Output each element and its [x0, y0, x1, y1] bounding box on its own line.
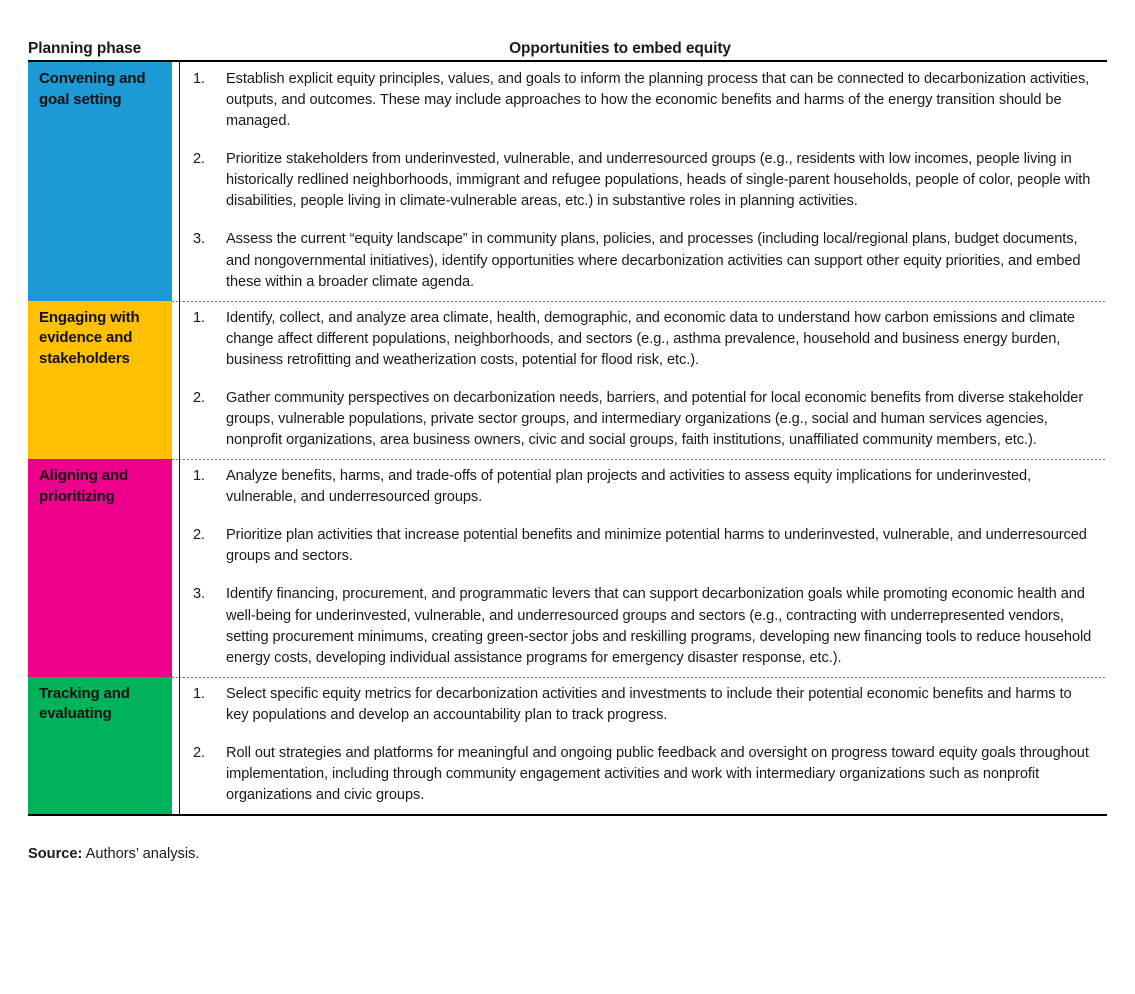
list-item-text: Select specific equity metrics for decarbonization activities and investments to include their potential economic benefits and harms to key populations and develop an accountability plan to track progress.	[226, 685, 1072, 723]
list-item	[189, 388, 1095, 451]
list-item-number: 3.	[193, 231, 206, 248]
opportunity-list	[189, 69, 1095, 293]
opportunity-list	[189, 684, 1095, 806]
column-divider	[179, 62, 180, 814]
list-item-number: 2.	[193, 151, 206, 168]
source-text: Authors’ analysis.	[82, 846, 200, 863]
phase-cell	[28, 459, 179, 677]
list-item-text: Assess the current “equity landscape” in community plans, policies, and processes (including local/regional plans, budget documents, and nongovernmental initiatives), identify opportunities where decarbonization activities can support other equity priorities, and embed these within a broader climate agenda.	[226, 231, 1081, 290]
source-label: Source:	[28, 846, 83, 863]
table-row	[28, 459, 1107, 677]
phase-cell	[28, 62, 179, 301]
table-row	[28, 301, 1107, 459]
list-item-text: Identify, collect, and analyze area climate, health, demographic, and economic data to understand how carbon emissions and climate change affect different populations, neighborhoods, and sectors (e.g., asthma prevalence, household and business energy burden, business retrofitting and weatherization costs, potential for flood risk, etc.).	[226, 309, 1075, 368]
phase-color-block	[28, 459, 172, 677]
phase-color-block	[28, 677, 172, 814]
phase-color-block	[28, 301, 172, 459]
phase-label: Tracking and evaluating	[39, 684, 130, 723]
opportunity-list	[189, 308, 1095, 451]
list-item	[189, 743, 1095, 806]
list-item-text: Prioritize stakeholders from underinvested, vulnerable, and underresourced groups (e.g., residents with low incomes, people living in historically redlined neighborhoods, immigrant and refugee populations, heads of single-parent households, people of color, people with disabilities, people living in climate-vulnerable areas, etc.) in substantive roles in planning activities.	[226, 151, 1091, 210]
list-item-number: 2.	[193, 527, 206, 544]
source-note	[28, 844, 1107, 864]
list-item-text: Establish explicit equity principles, values, and goals to inform the planning process that can be connected to decarbonization activities, outputs, and outcomes. These may include approaches to how the economic benefits and harms of the energy transition should be managed.	[226, 71, 1090, 130]
opportunities-cell	[179, 301, 1107, 459]
list-item-number: 1.	[193, 685, 206, 702]
phase-label: Aligning and prioritizing	[39, 467, 129, 505]
list-item-number: 1.	[193, 71, 206, 87]
list-item	[189, 525, 1095, 567]
list-item-number: 2.	[193, 744, 206, 761]
phase-cell	[28, 677, 179, 814]
column-header-opportunities: Opportunities to embed equity	[509, 39, 731, 57]
opportunities-cell	[179, 459, 1107, 677]
opportunity-list	[189, 466, 1095, 669]
list-item-text: Gather community perspectives on decarbonization needs, barriers, and potential for local economic benefits from diverse stakeholder groups, vulnerable populations, private sector groups, and intermediary organizations (e.g., social and human services agencies, nonprofit organizations, area business owners, civic and social groups, faith institutions, unaffiliated community members, etc.).	[226, 389, 1084, 449]
list-item	[189, 684, 1095, 726]
opportunities-cell	[179, 62, 1107, 301]
list-item-text: Identify financing, procurement, and programmatic levers that can support decarbonization goals while promoting economic health and well-being for underinvested, vulnerable, and underresourced groups and sectors (e.g., contracting with underrepresented vendors, setting procurement minimums, creating green-sector jobs and reskilling programs, developing new financing tools to reduce household energy costs, developing individual assistance programs for emergency disaster response, etc.).	[226, 586, 1092, 666]
phase-label: Engaging with evidence and stakeholders	[39, 308, 140, 368]
list-item-text: Analyze benefits, harms, and trade-offs of potential plan projects and activities to assess equity implications for underinvested, vulnerable, and underresourced groups.	[226, 468, 1032, 506]
list-item	[189, 149, 1095, 212]
table-body	[28, 62, 1107, 814]
column-header-planning-phase: Planning phase	[28, 39, 142, 57]
list-item	[189, 229, 1095, 292]
list-item	[189, 466, 1095, 508]
table-row	[28, 677, 1107, 814]
list-item	[189, 584, 1095, 668]
opportunities-cell	[179, 677, 1107, 814]
list-item-number: 2.	[193, 389, 206, 406]
table-header-row	[28, 0, 1107, 58]
list-item-text: Prioritize plan activities that increase potential benefits and minimize potential harms to underinvested, vulnerable, and underresourced groups and sectors.	[226, 527, 1087, 565]
list-item	[189, 69, 1095, 132]
phase-label: Convening and goal setting	[39, 70, 146, 108]
table-row	[28, 62, 1107, 301]
list-item-text: Roll out strategies and platforms for meaningful and ongoing public feedback and oversight on progress toward equity goals throughout implementation, including through community engagement activities and work with intermediary organizations such as nonprofit organizations and civic groups.	[226, 744, 1089, 804]
list-item-number: 1.	[193, 468, 206, 485]
list-item-number: 1.	[193, 309, 206, 326]
phase-color-block	[28, 62, 172, 301]
phase-cell	[28, 301, 179, 459]
table-bottom-rule	[28, 814, 1107, 816]
list-item-number: 3.	[193, 586, 206, 603]
list-item	[189, 308, 1095, 371]
